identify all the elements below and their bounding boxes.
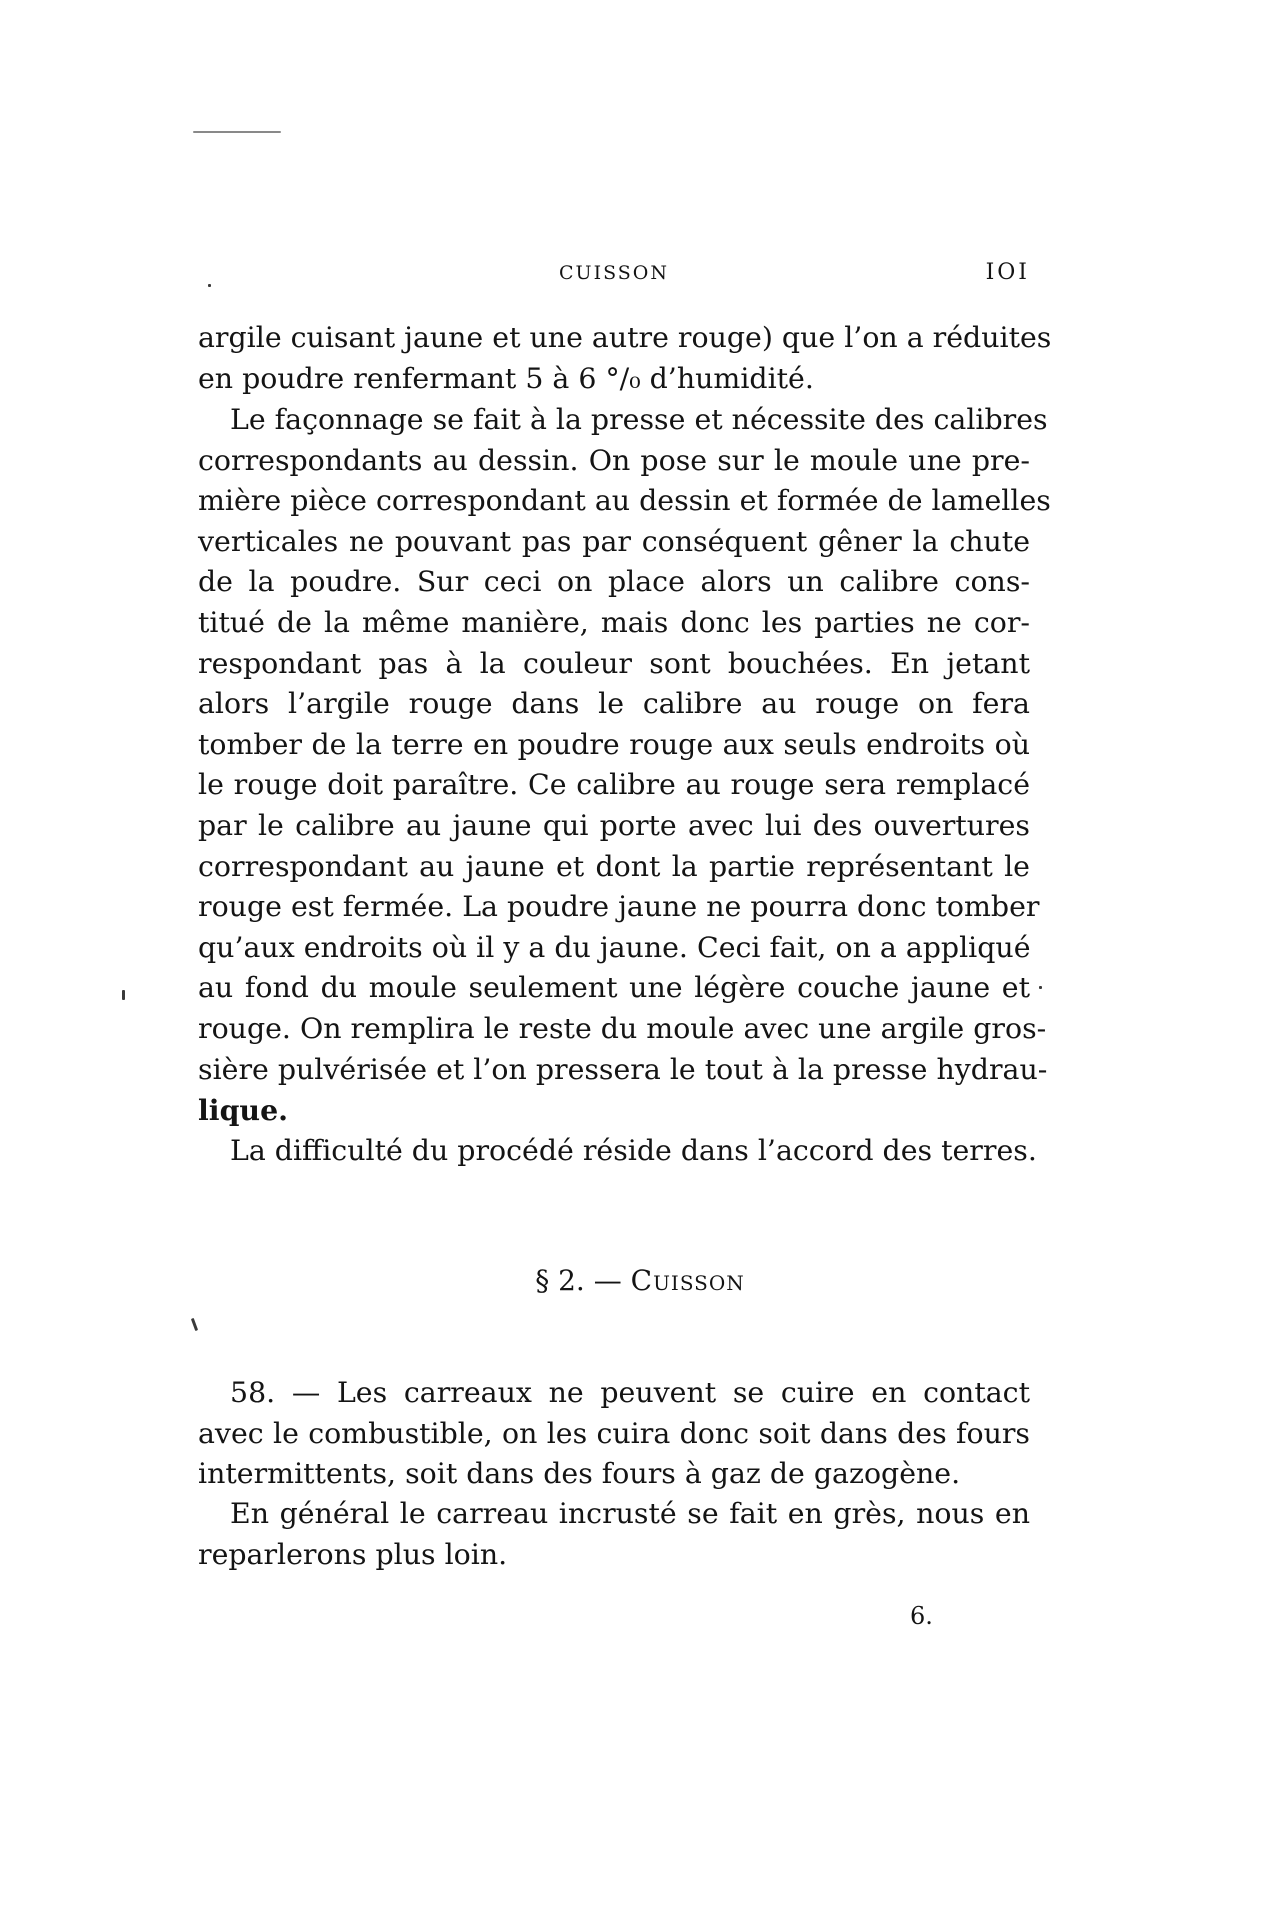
section-number: § 2. — [535, 1264, 631, 1297]
text-line: En général le carreau incrusté se fait en grès, nous en [230, 1497, 1030, 1530]
text-line: sière pulvérisée et l’on pressera le tout à la presse hydrau- [198, 1052, 1048, 1086]
text-line: mière pièce correspondant au dessin et formée de lamelles [198, 484, 1051, 518]
text-line: par le calibre au jaune qui porte avec lui des ouvertures [198, 808, 1030, 842]
text-line: reparlerons plus loin. [198, 1537, 508, 1571]
paragraph-difficulty [198, 1131, 1037, 1172]
margin-mark [122, 990, 125, 1000]
text-line: rouge est fermée. La poudre jaune ne pourra donc tomber [198, 890, 1040, 924]
scan-smudge [193, 131, 281, 133]
paragraph-shaping [198, 400, 1051, 1131]
text-line: le rouge doit paraître. Ce calibre au rouge sera remplacé [198, 768, 1030, 802]
text-line: respondant pas à la couleur sont bouchées. En jetant [198, 646, 1030, 680]
text-line: intermittents, soit dans des fours à gaz de gazogène. [198, 1457, 961, 1491]
signature-mark: 6. [910, 1602, 933, 1630]
text-line: rouge. On remplira le reste du moule avec une argile gros- [198, 1011, 1047, 1045]
text-line: qu’aux endroits où il y a du jaune. Ceci fait, on a appliqué [198, 930, 1031, 964]
text-line: avec le combustible, on les cuira donc soit dans des fours [198, 1416, 1030, 1450]
running-head: CUISSON [559, 262, 669, 284]
text-line: La difficulté du procédé réside dans l’accord des terres. [230, 1134, 1037, 1167]
margin-mark [191, 1318, 198, 1331]
margin-mark [208, 284, 211, 287]
text-line: correspondants au dessin. On pose sur le moule une pre- [198, 443, 1030, 477]
text-line: au fond du moule seulement une légère couche jaune et [198, 971, 1030, 1005]
text-line: titué de la même manière, mais donc les parties ne cor- [198, 605, 1030, 639]
page-number: IOI [985, 260, 1030, 285]
text-line: tomber de la terre en poudre rouge aux seuls endroits où [198, 727, 1030, 761]
page-header [198, 262, 1030, 296]
text-line: Le façonnage se fait à la presse et nécessite des calibres [230, 403, 1048, 436]
section-title: Cuisson [630, 1264, 745, 1297]
margin-mark [1039, 986, 1042, 989]
text-line: lique. [198, 1093, 289, 1128]
text-line: de la poudre. Sur ceci on place alors un calibre cons- [198, 565, 1030, 599]
text-line: 58. — Les carreaux ne peuvent se cuire en contact [230, 1376, 1030, 1409]
text-line: argile cuisant jaune et une autre rouge) que l’on a réduites [198, 321, 1052, 354]
paragraph-continuation [198, 318, 1052, 399]
paragraph-firing [198, 1373, 1030, 1495]
section-heading [0, 1264, 1280, 1297]
paragraph-stoneware [198, 1494, 1030, 1575]
text-line: en poudre renfermant 5 à 6 °/₀ d’humidité. [198, 361, 814, 395]
text-line: verticales ne pouvant pas par conséquent gêner la chute [198, 524, 1030, 558]
text-line: alors l’argile rouge dans le calibre au rouge on fera [198, 687, 1030, 721]
text-line: correspondant au jaune et dont la partie représentant le [198, 849, 1030, 883]
